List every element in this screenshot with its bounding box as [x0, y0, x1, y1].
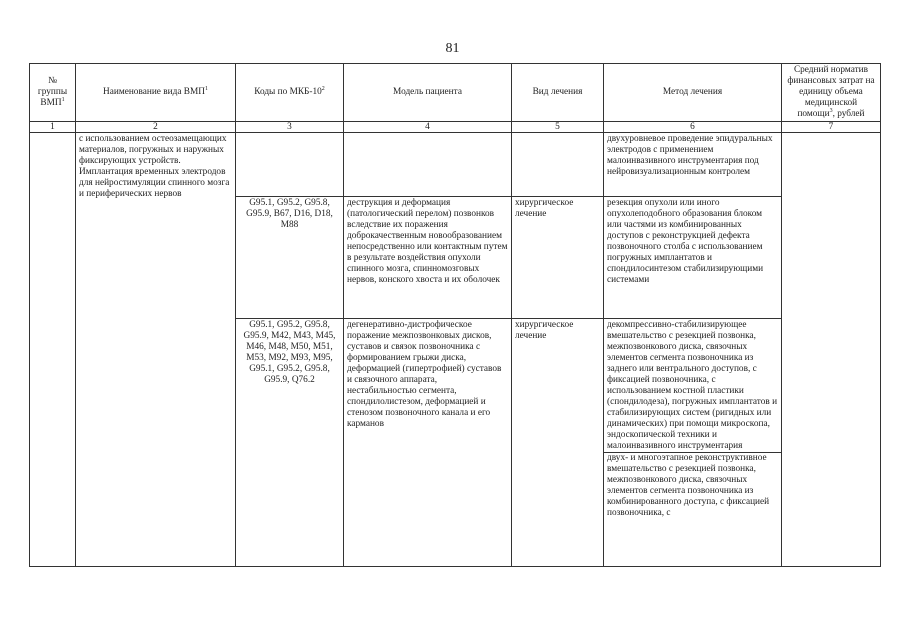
patient-model-cell	[344, 133, 512, 197]
header-vmp-name: Наименование вида ВМП$^1$	[76, 64, 236, 122]
column-number: 6	[604, 122, 782, 133]
table-row	[30, 133, 881, 197]
patient-model-cell: дегенеративно-дистрофическое поражение межпозвонковых дисков, суставов и связок позвоночника с формированием грыжи диска, деформацией (гипертрофией) суставов и связочного аппарата, нестабильностью сегмента, спондилолистезом, деформацией и стенозом позвоночного канала и его карманов	[344, 319, 512, 567]
header-icd-codes: Коды по МКБ-$10^2$	[236, 64, 344, 122]
treatment-type-cell	[512, 133, 604, 197]
icd-codes-cell	[236, 133, 344, 197]
header-treatment-method: Метод лечения	[604, 64, 782, 122]
column-number: 3	[236, 122, 344, 133]
patient-model-cell: деструкция и деформация (патологический перелом) позвонков вследствие их поражения доброкачественным новообразованием непосредственно или контактным путем в результате воздействия опухоли спинного мозга, спинномозговых нервов, конского хвоста и их оболочек	[344, 197, 512, 319]
cost-cell	[782, 133, 881, 567]
treatment-type-cell: хирургическое лечение	[512, 319, 604, 567]
icd-codes-cell: G95.1, G95.2, G95.8, G95.9, B67, D16, D18, M88	[236, 197, 344, 319]
column-number: 1	[30, 122, 76, 133]
treatment-method-cell: резекция опухоли или иного опухолеподобного образования блоком или частями из комбинированных доступов с реконструкцией дефекта позвоночного столба с использованием погружных имплантатов и спондилосинтезом стабилизирующими системами	[604, 197, 782, 319]
treatment-method-cell: двухуровневое проведение эпидуральных электродов с применением малоинвазивного инструментария под нейровизуализационным контролем	[604, 133, 782, 197]
group-number-cell	[30, 133, 76, 567]
vmp-table	[29, 63, 881, 567]
header-cost-norm: Средний норматив финансовых затрат на единицу объема медицинской помощи$^3$, рублей	[782, 64, 881, 122]
header-group-number: № группы ВМП$^1$	[30, 64, 76, 122]
column-number: 7	[782, 122, 881, 133]
header-row	[30, 64, 881, 122]
method-variant-a: декомпрессивно-стабилизирующее вмешательство с резекцией позвонка, межпозвонкового диска, связочных элементов сегмента позвоночника из заднего или вентрального доступов, с фиксацией позвоночника, с использованием костной пластики (спондилодеза), погружных имплантатов и стабилизирующих систем (ригидных или динамических) при помощи микроскопа, эндоскопической техники и малоинвазивного инструментария	[607, 320, 778, 451]
header-patient-model: Модель пациента	[344, 64, 512, 122]
icd-codes-cell: G95.1, G95.2, G95.8, G95.9, M42, M43, M45, M46, M48, M50, M51, M53, M92, M93, M95, G95.1, G95.2, G95.8, G95.9, Q76.2	[236, 319, 344, 567]
treatment-type-cell: хирургическое лечение	[512, 197, 604, 319]
header-treatment-type: Вид лечения	[512, 64, 604, 122]
column-number-row	[30, 122, 881, 133]
column-number: 5	[512, 122, 604, 133]
column-number: 4	[344, 122, 512, 133]
page-number: 81	[445, 41, 460, 56]
treatment-method-cell	[604, 319, 782, 567]
column-number: 2	[76, 122, 236, 133]
vmp-name-cell: с использованием остеозамещающих материалов, погружных и наружных фиксирующих устройств. Имплантация временных электродов для нейростимуляции спинного мозга и периферических нервов	[76, 133, 236, 567]
method-variant-b: двух- и многоэтапное реконструктивное вмешательство с резекцией позвонка, межпозвонкового диска, связочных элементов сегмента позвоночника из комбинированного доступа, с фиксацией позвоночника, с	[604, 452, 781, 519]
